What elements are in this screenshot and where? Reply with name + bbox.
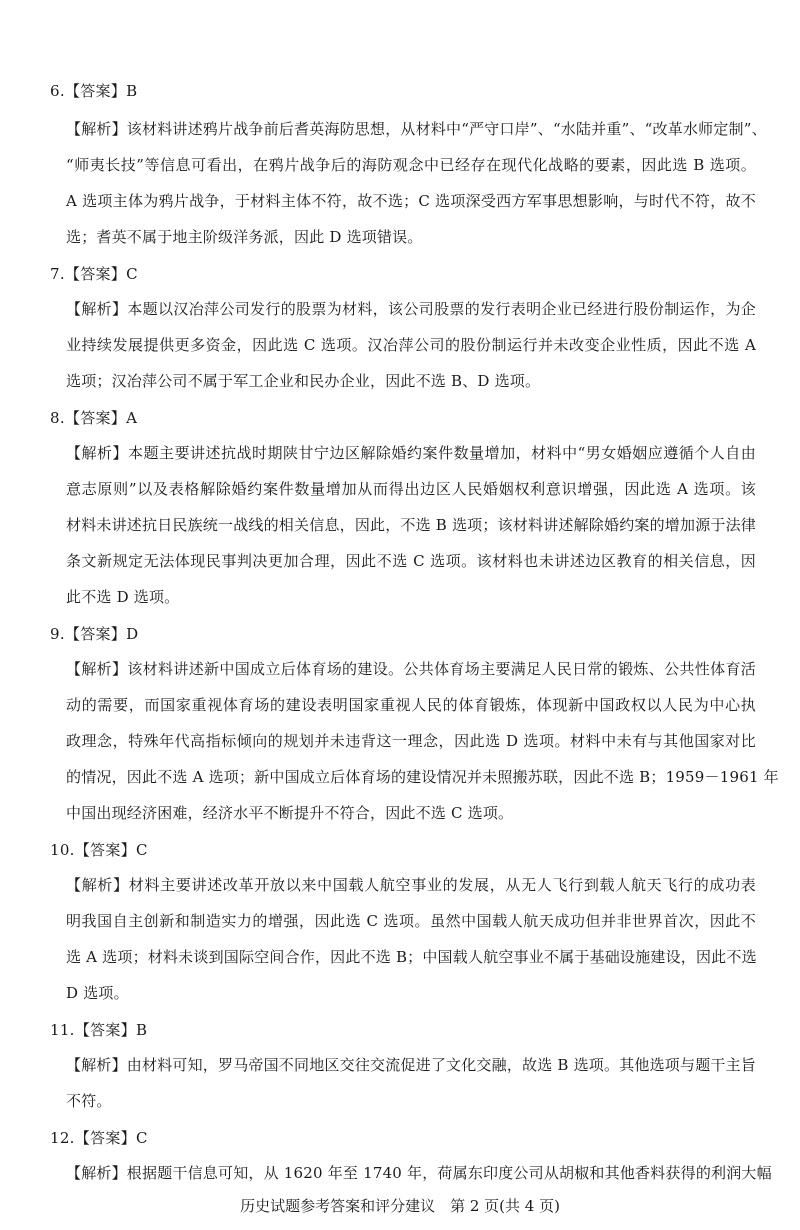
explanation-line: 【解析】该材料讲述鸦片战争前后耆英海防思想，从材料中“严守口岸”、“水陆并重”、“改革水师定制”、 — [66, 120, 767, 138]
explanation-line: 意志原则”以及表格解除婚约案件数量增加从而得出边区人民婚姻权利意识增强，因此选 A 选项。该 — [66, 480, 756, 498]
explanation-line: 此不选 D 选项。 — [66, 588, 180, 606]
explanation-line: 业持续发展提供更多资金，因此选 C 选项。汉冶萍公司的股份制运行并未改变企业性质，因此不选 A — [66, 336, 756, 354]
page-footer: 历史试题参考答案和评分建议 第 2 页(共 4 页) — [240, 1197, 560, 1215]
explanation-line: 【解析】材料主要讲述改革开放以来中国载人航空事业的发展，从无人飞行到载人航天飞行的成功表 — [66, 876, 756, 894]
answer-heading: 6.【答案】B — [50, 82, 138, 100]
answer-heading: 12.【答案】C — [50, 1129, 148, 1147]
explanation-line: 【解析】本题主要讲述抗战时期陕甘宁边区解除婚约案件数量增加，材料中“男女婚姻应遵循个人自由 — [66, 444, 756, 462]
explanation-line: 【解析】该材料讲述新中国成立后体育场的建设。公共体育场主要满足人民日常的锻炼、公共性体育活 — [66, 660, 756, 678]
explanation-line: 中国出现经济困难，经济水平不断提升不符合，因此不选 C 选项。 — [66, 804, 514, 822]
explanation-line: 材料未讲述抗日民族统一战线的相关信息，因此，不选 B 选项；该材料讲述解除婚约案的增加源于法律 — [66, 516, 756, 534]
explanation-line: “师夷长技”等信息可看出，在鸦片战争后的海防观念中已经存在现代化战略的要素，因此选 B 选项。 — [66, 156, 756, 174]
explanation-line: 【解析】根据题干信息可知，从 1620 年至 1740 年，荷属东印度公司从胡椒和其他香料获得的利润大幅 — [66, 1164, 772, 1182]
explanation-line: 【解析】本题以汉冶萍公司发行的股票为材料，该公司股票的发行表明企业已经进行股份制运作，为企 — [66, 300, 756, 318]
answer-heading: 8.【答案】A — [50, 409, 138, 427]
explanation-line: A 选项主体为鸦片战争，于材料主体不符，故不选；C 选项深受西方军事思想影响，与时代不符，故不 — [66, 192, 756, 210]
explanation-line: 选 A 选项；材料未谈到国际空间合作，因此不选 B；中国载人航空事业不属于基础设施建设，因此不选 — [66, 948, 757, 966]
explanation-line: 条文新规定无法体现民事判决更加合理，因此不选 C 选项。该材料也未讲述边区教育的相关信息，因 — [66, 552, 756, 570]
answer-heading: 9.【答案】D — [50, 625, 139, 643]
answer-heading: 10.【答案】C — [50, 841, 148, 859]
explanation-line: D 选项。 — [66, 984, 129, 1002]
explanation-line: 明我国自主创新和制造实力的增强，因此选 C 选项。虽然中国载人航天成功但并非世界首次，因此不 — [66, 912, 756, 930]
explanation-line: 不符。 — [66, 1092, 112, 1110]
explanation-line: 动的需要，而国家重视体育场的建设表明国家重视人民的体育锻炼，体现新中国政权以人民为中心执 — [66, 696, 756, 714]
answer-heading: 11.【答案】B — [50, 1021, 148, 1039]
explanation-line: 【解析】由材料可知，罗马帝国不同地区交往交流促进了文化交融，故选 B 选项。其他选项与题干主旨 — [66, 1056, 756, 1074]
answer-heading: 7.【答案】C — [50, 265, 138, 283]
explanation-line: 的情况，因此不选 A 选项；新中国成立后体育场的建设情况并未照搬苏联，因此不选 B；1959－1961 年 — [66, 768, 779, 786]
explanation-line: 选项；汉冶萍公司不属于军工企业和民办企业，因此不选 B、D 选项。 — [66, 372, 541, 390]
explanation-line: 政理念，特殊年代高指标倾向的规划并未违背这一理念，因此选 D 选项。材料中未有与其他国家对比 — [66, 732, 756, 750]
explanation-line: 选；耆英不属于地主阶级洋务派，因此 D 选项错误。 — [66, 228, 423, 246]
